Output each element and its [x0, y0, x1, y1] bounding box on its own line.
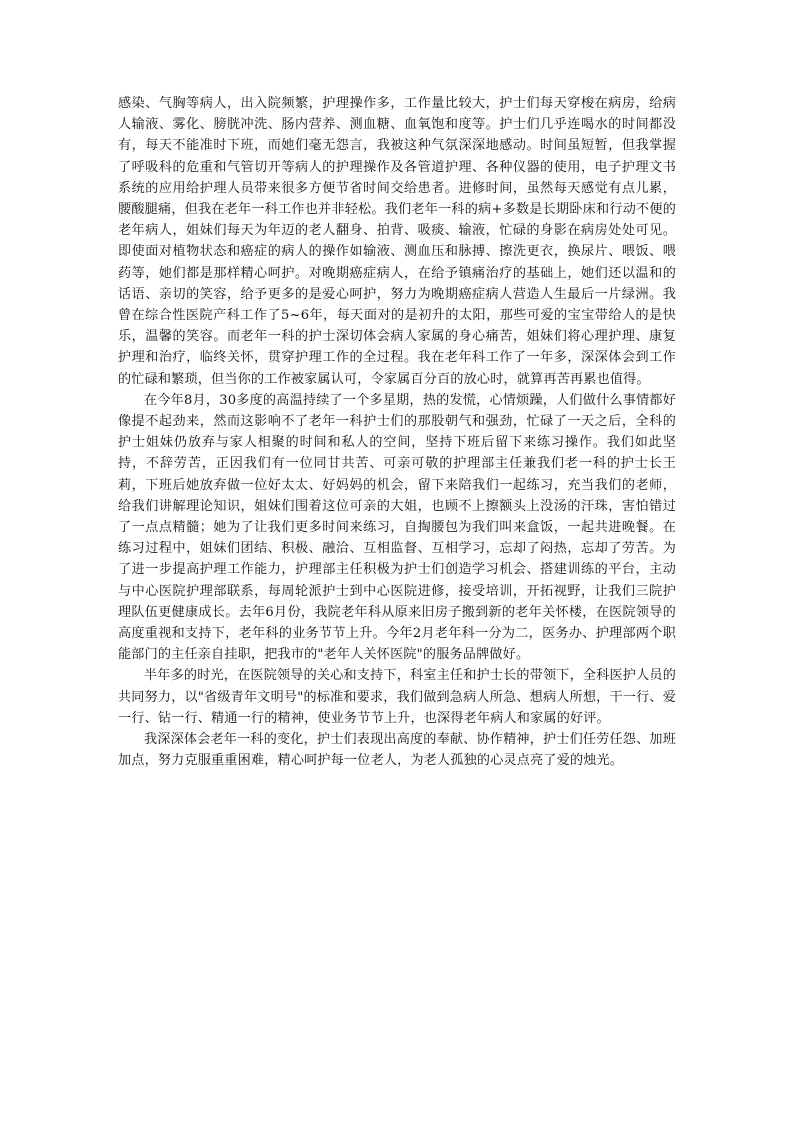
paragraph-1: 感染、气胸等病人，出入院频繁，护理操作多，工作量比较大，护士们每天穿梭在病房，给病人输液、雾化、膀胱冲洗、肠内营养、测血糖、血氧饱和度等。护士们几乎连喝水的时间都没有，每天不能准时下班，而她们毫无怨言，我被这种气氛深深地感动。时间虽短暂，但我掌握了呼吸科的危重和气管切开等病人的护理操作及各管道护理、各种仪器的使用，电子护理文书系统的应用给护理人员带来很多方便节省时间交给患者。进修时间，虽然每天感觉有点儿累，腰酸腿痛，但我在老年一科工作也并非轻松。我们老年一科的病+多数是长期卧床和行动不便的老年病人，姐妹们每天为年迈的老人翻身、拍背、吸痰、输液，忙碌的身影在病房处处可见。即使面对植物状态和癌症的病人的操作如输液、测血压和脉搏、擦洗更衣，换尿片、喂饭、喂药等，她们都是那样精心呵护。对晚期癌症病人，在给予镇痛治疗的基础上，她们还以温和的话语、亲切的笑容，给予更多的是爱心呵护，努力为晚期癌症病人营造人生最后一片绿洲。我曾在综合性医院产科工作了5~6年，每天面对的是初升的太阳，那些可爱的宝宝带给人的是快乐，温馨的笑容。而老年一科的护士深切体会病人家属的身心痛苦，姐妹们将心理护理、康复护理和治疗，临终关怀，贯穿护理工作的全过程。我在老年科工作了一年多，深深体会到工作的忙碌和繁琐，但当你的工作被家属认可，令家属百分百的放心时，就算再苦再累也值得。 — [118, 96, 676, 387]
paragraph-4: 我深深体会老年一科的变化，护士们表现出高度的奉献、协作精神，护士们任劳任怨、加班加点，努力克服重重困难，精心呵护每一位老人，为老人孤独的心灵点亮了爱的烛光。 — [118, 732, 676, 769]
paragraph-3: 半年多的时光，在医院领导的关心和支持下，科室主任和护士长的带领下，全科医护人员的共同努力，以"省级青年文明号"的标准和要求，我们做到急病人所急、想病人所想，干一行、爱一行、钻一行、精通一行的精神，使业务节节上升，也深得老年病人和家属的好评。 — [118, 668, 676, 726]
document-body — [118, 93, 676, 772]
paragraph-2: 在今年8月，30多度的高温持续了一个多星期，热的发慌，心情烦躁，人们做什么事情都好像提不起劲来，然而这影响不了老年一科护士们的那股朝气和强劲，忙碌了一天之后，全科的护士姐妹仍放弃与家人相聚的时间和私人的空间，坚持下班后留下来练习操作。我们如此坚持，不辞劳苦，正因我们有一位同甘共苦、可亲可敬的护理部主任兼我们老一科的护士长王莉，下班后她放弃做一位好太太、好妈妈的机会，留下来陪我们一起练习，充当我们的老师，给我们讲解理论知识，姐妹们围着这位可亲的大姐，也顾不上擦额头上没汤的汗珠，害怕错过了一点点精髓；她为了让我们更多时间来练习，自掏腰包为我们叫来盒饭，一起共进晚餐。在练习过程中，姐妹们团结、积极、融洽、互相监督、互相学习，忘却了闷热，忘却了劳苦。为了进一步提高护理工作能力，护理部主任积极为护士们创造学习机会、搭建训练的平台，主动与中心医院护理部联系，每周轮派护士到中心医院进修，接受培训，开拓视野，让我们三院护理队伍更健康成长。去年6月份，我院老年科从原来旧房子搬到新的老年关怀楼，在医院领导的高度重视和支持下，老年科的业务节节上升。今年2月老年科一分为二，医务办、护理部两个职能部门的主任亲自挂职，把我市的"老年人关怀医院"的服务品牌做好。 — [118, 392, 676, 663]
